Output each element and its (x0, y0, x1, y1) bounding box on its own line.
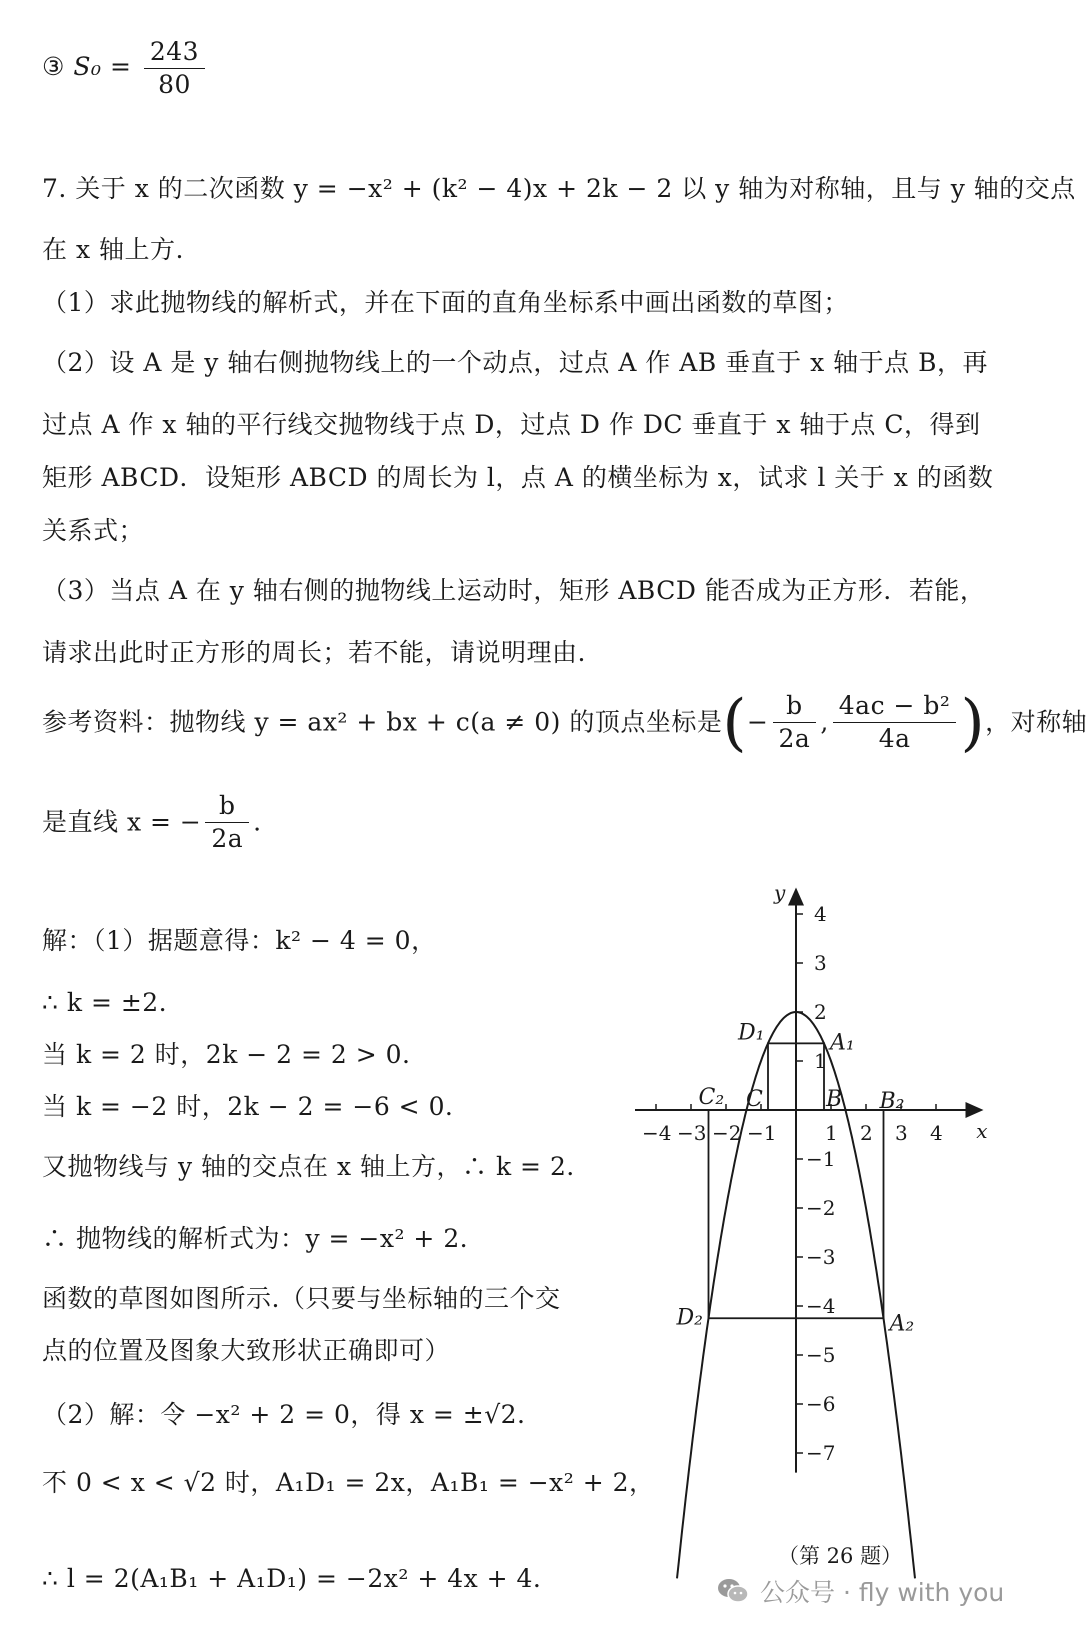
point-a1-label: A₁ (830, 1030, 855, 1056)
parabola-figure (642, 880, 1010, 1535)
vertex-x-den: 2a (778, 724, 811, 753)
solution-line-5: 又抛物线与 y 轴的交点在 x 轴上方，∴ k = 2． (42, 1152, 592, 1181)
solution-line-6: ∴ 抛物线的解析式为：y = −x² + 2． (42, 1224, 486, 1253)
reference-line-2 (42, 790, 262, 855)
point-a2-label: A₂ (889, 1311, 915, 1337)
question-2-line-3: 矩形 ABCD．设矩形 ABCD 的周长为 l，点 A 的横坐标为 x，试求 l 关于 x 的函数 (42, 463, 994, 492)
vertex-x-num: b (773, 690, 817, 723)
labels-group (642, 880, 988, 1465)
axis-den: 2a (211, 824, 244, 853)
question-2-line-2: 过点 A 作 x 轴的平行线交抛物线于点 D，过点 D 作 DC 垂直于 x 轴于点 C，得到 (42, 410, 981, 439)
wechat-icon (716, 1577, 750, 1611)
solution-line-1: 解：（1）据题意得：k² − 4 = 0， (42, 926, 437, 955)
y-tick-label: −5 (806, 1343, 836, 1367)
x-tick-label: −4 (642, 1121, 672, 1145)
point-b1-label: B (826, 1087, 843, 1112)
x-tick-label: −3 (677, 1121, 707, 1145)
y-tick-label: −1 (806, 1147, 836, 1171)
reference-prefix: 参考资料：抛物线 y = ax² + bx + c(a ≠ 0) 的顶点坐标是 (42, 707, 723, 737)
x-tick-label: −2 (712, 1121, 742, 1145)
question-2-line-1: （2）设 A 是 y 轴右侧抛物线上的一个动点，过点 A 作 AB 垂直于 x 轴于点 B，再 (42, 348, 988, 377)
vertex-y-num: 4ac − b² (833, 690, 957, 723)
question-1: （1）求此抛物线的解析式，并在下面的直角坐标系中画出函数的草图； (42, 288, 849, 317)
y-tick-label: −3 (806, 1245, 836, 1269)
question-2-line-4: 关系式； (42, 516, 145, 545)
question-3-line-1: （3）当点 A 在 y 轴右侧的抛物线上运动时，矩形 ABCD 能否成为正方形．若能， (42, 576, 986, 605)
problem-line-2: 在 x 轴上方. (42, 235, 184, 264)
solution-line-8: 点的位置及图象大致形状正确即可） (42, 1336, 451, 1365)
y-tick-label: 2 (814, 1000, 827, 1024)
x-axis-label: x (976, 1119, 988, 1143)
solution-line-9: （2）解：令 −x² + 2 = 0，得 x = ±√2． (42, 1400, 543, 1429)
y-tick-label: 4 (814, 902, 827, 926)
answer-numerator: 243 (144, 36, 205, 69)
axes-group (635, 890, 982, 1473)
point-b2-label: B₂ (879, 1089, 905, 1114)
y-tick-label: −4 (806, 1294, 836, 1318)
watermark (716, 1573, 1004, 1611)
reference2-suffix: . (253, 807, 262, 837)
solution-line-10: 不 0 < x < √2 时，A₁D₁ = 2x，A₁B₁ = −x² + 2， (42, 1468, 655, 1497)
y-tick-label: −7 (806, 1441, 836, 1465)
solution-line-7: 函数的草图如图所示.（只要与坐标轴的三个交 (42, 1284, 561, 1313)
y-tick-label: 1 (814, 1049, 827, 1073)
right-paren: ) (960, 685, 986, 759)
y-tick-label: −6 (806, 1392, 836, 1416)
problem-line-1: 7. 关于 x 的二次函数 y = −x² + (k² − 4)x + 2k − 2 以 y 轴为对称轴，且与 y 轴的交点 (42, 174, 1076, 203)
figure-caption: （第 26 题） (778, 1544, 903, 1568)
reference-line-1 (42, 685, 1087, 759)
part3-answer (42, 36, 209, 101)
point-c1-label: C (746, 1087, 763, 1112)
reference-minus: − (747, 707, 769, 737)
circled-label: ③ (42, 52, 65, 81)
axis-num: b (205, 790, 249, 823)
x-tick-label: −1 (747, 1121, 777, 1145)
solution-line-3: 当 k = 2 时，2k − 2 = 2 > 0． (42, 1040, 428, 1069)
solution-line-11: ∴ l = 2(A₁B₁ + A₁D₁) = −2x² + 4x + 4． (42, 1564, 559, 1593)
reference-comma: , (820, 707, 829, 737)
answer-lhs: S₀ = (73, 52, 132, 81)
y-tick-label: 3 (814, 951, 827, 975)
x-tick-label: 3 (895, 1121, 908, 1145)
vertex-y-den: 4a (878, 724, 911, 753)
vertex-x-fraction (773, 690, 817, 755)
left-paren: ( (722, 685, 748, 759)
solution-line-4: 当 k = −2 时，2k − 2 = −6 < 0． (42, 1092, 471, 1121)
x-tick-label: 1 (825, 1121, 838, 1145)
point-d1-label: D₁ (738, 1020, 765, 1046)
answer-fraction (144, 36, 205, 101)
solution-line-2: ∴ k = ±2． (42, 988, 185, 1017)
point-d2-label: D₂ (676, 1305, 703, 1331)
question-3-line-2: 请求出此时正方形的周长；若不能，请说明理由. (42, 638, 586, 667)
y-tick-label: −2 (806, 1196, 836, 1220)
answer-denominator: 80 (158, 70, 191, 99)
vertex-y-fraction (833, 690, 957, 755)
x-tick-label: 4 (930, 1121, 943, 1145)
watermark-text: 公众号 · fly with you (760, 1578, 1005, 1607)
x-tick-label: 2 (860, 1121, 873, 1145)
y-axis-label: y (774, 880, 786, 905)
axis-fraction (205, 790, 249, 855)
reference-suffix: ，对称轴 (985, 707, 1087, 737)
point-c2-label: C₂ (698, 1085, 725, 1110)
reference2-prefix: 是直线 x = − (42, 807, 202, 837)
